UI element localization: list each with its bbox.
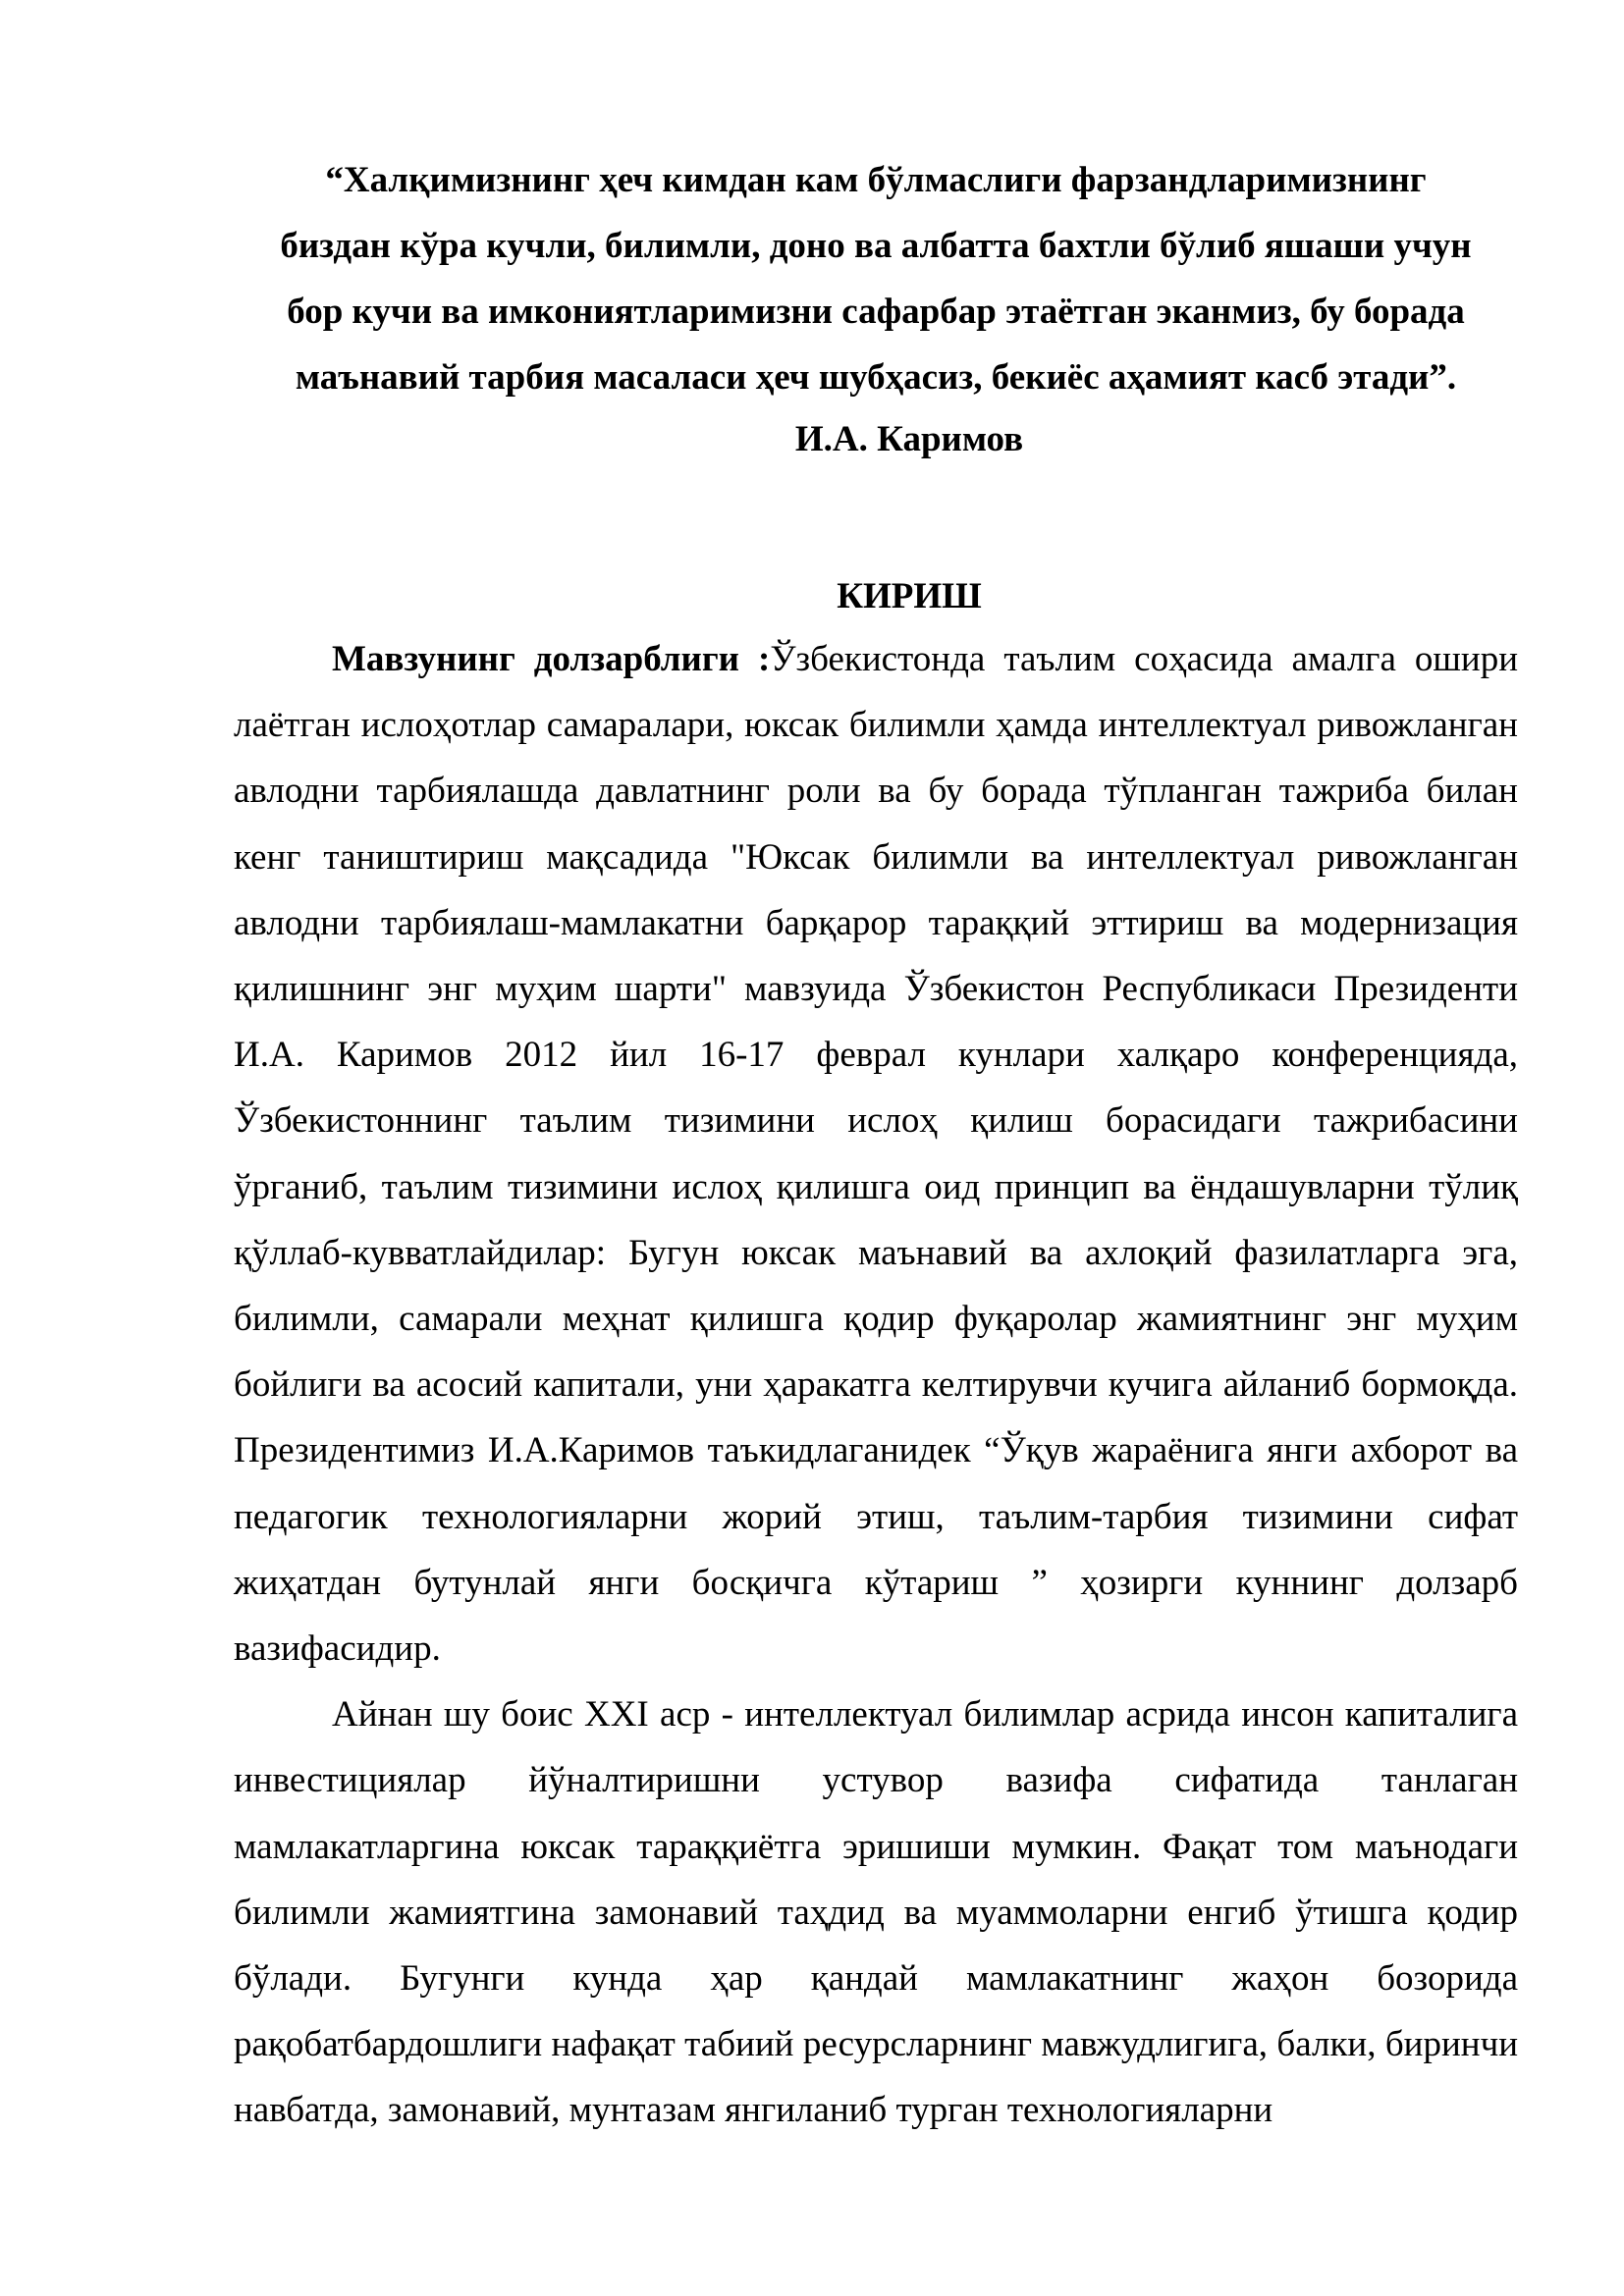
epigraph-line: “Халқимизнинг ҳеч кимдан кам бўлмаслиги фарзандларимизнинг [325,160,1427,200]
paragraph-lead: Мавзунинг долзарблиги : [332,639,771,679]
epigraph-quote [234,147,1518,410]
epigraph-line: бор кучи ва имкониятларимизни сафарбар этаётган эканмиз, бу борада [287,292,1465,332]
document-page [234,147,1518,2144]
epigraph-line: биздан кўра кучли, билимли, доно ва албатта бахтли бўлиб яшаши учун [280,226,1472,266]
epigraph-line: маънавий тарбия масаласи ҳеч шубҳасиз, бекиёс аҳамият касб этади”. [295,357,1457,398]
body-paragraph [234,626,1518,1682]
paragraph-text: Айнан шу боис XXI аср - интеллектуал билимлар асрида инсон капиталига инвестициялар йўналтиришни устувор вазифа сифатида танлаган мамлакатларгина юксак тараққиётга эришиши мумкин. Фақат том маънодаги билимли жамиятгина замонавий таҳдид ва муаммоларни енгиб ўтишга қодир бўлади. Бугунги кунда ҳар қандай мамлакатнинг жаҳон бозорида рақобатбардошлиги нафақат табиий ресурсларнинг мавжудлигига, балки, биринчи навбатда, замонавий, мунтазам янгиланиб турган технологияларни [234,1694,1518,2131]
epigraph-author: И.А. Каримов [794,419,1024,459]
paragraph-text: Ўзбекистонда таълим соҳасида амалга ошири лаётган ислоҳотлар самаралари, юксак билимли ҳамда интеллектуал ривожланган авлодни тарбиялашда давлатнинг роли ва бу борада тўпланган тажриба билан кенг таништириш мақсадида "Юксак билимли ва интеллектуал ривожланган авлодни тарбиялаш-мамлакатни барқарор тараққий эттириш ва модернизация қилишнинг энг муҳим шарти" мавзуида Ўзбекистон Республикаси Президенти И.А. Каримов 2012 йил 16-17 феврал кунлари халқаро конференцияда, Ўзбекистоннинг таълим тизимини ислоҳ қилиш борасидаги тажрибасини ўрганиб, таълим тизимини ислоҳ қилишга оид принцип ва ёндашувларни тўлиқ қўллаб-кувватлайдилар: Бугун юксак маънавий ва ахлоқий фазилатларга эга, билимли, самарали меҳнат қилишга қодир фуқаролар жамиятнинг энг муҳим бойлиги ва асосий капитали, уни ҳаракатга келтирувчи кучига айланиб бормоқда. Президентимиз И.А.Каримов таъкидлаганидек “Ўқув жараёнига янги ахборот ва педагогик технологияларни жорий этиш, таълим-тарбия тизимини сифат жиҳатдан бутунлай янги босқичга кўтариш ” ҳозирги куннинг долзарб вазифасидир. [234,639,1518,1670]
section-heading: КИРИШ [837,576,982,616]
body-paragraph [234,1682,1518,2143]
